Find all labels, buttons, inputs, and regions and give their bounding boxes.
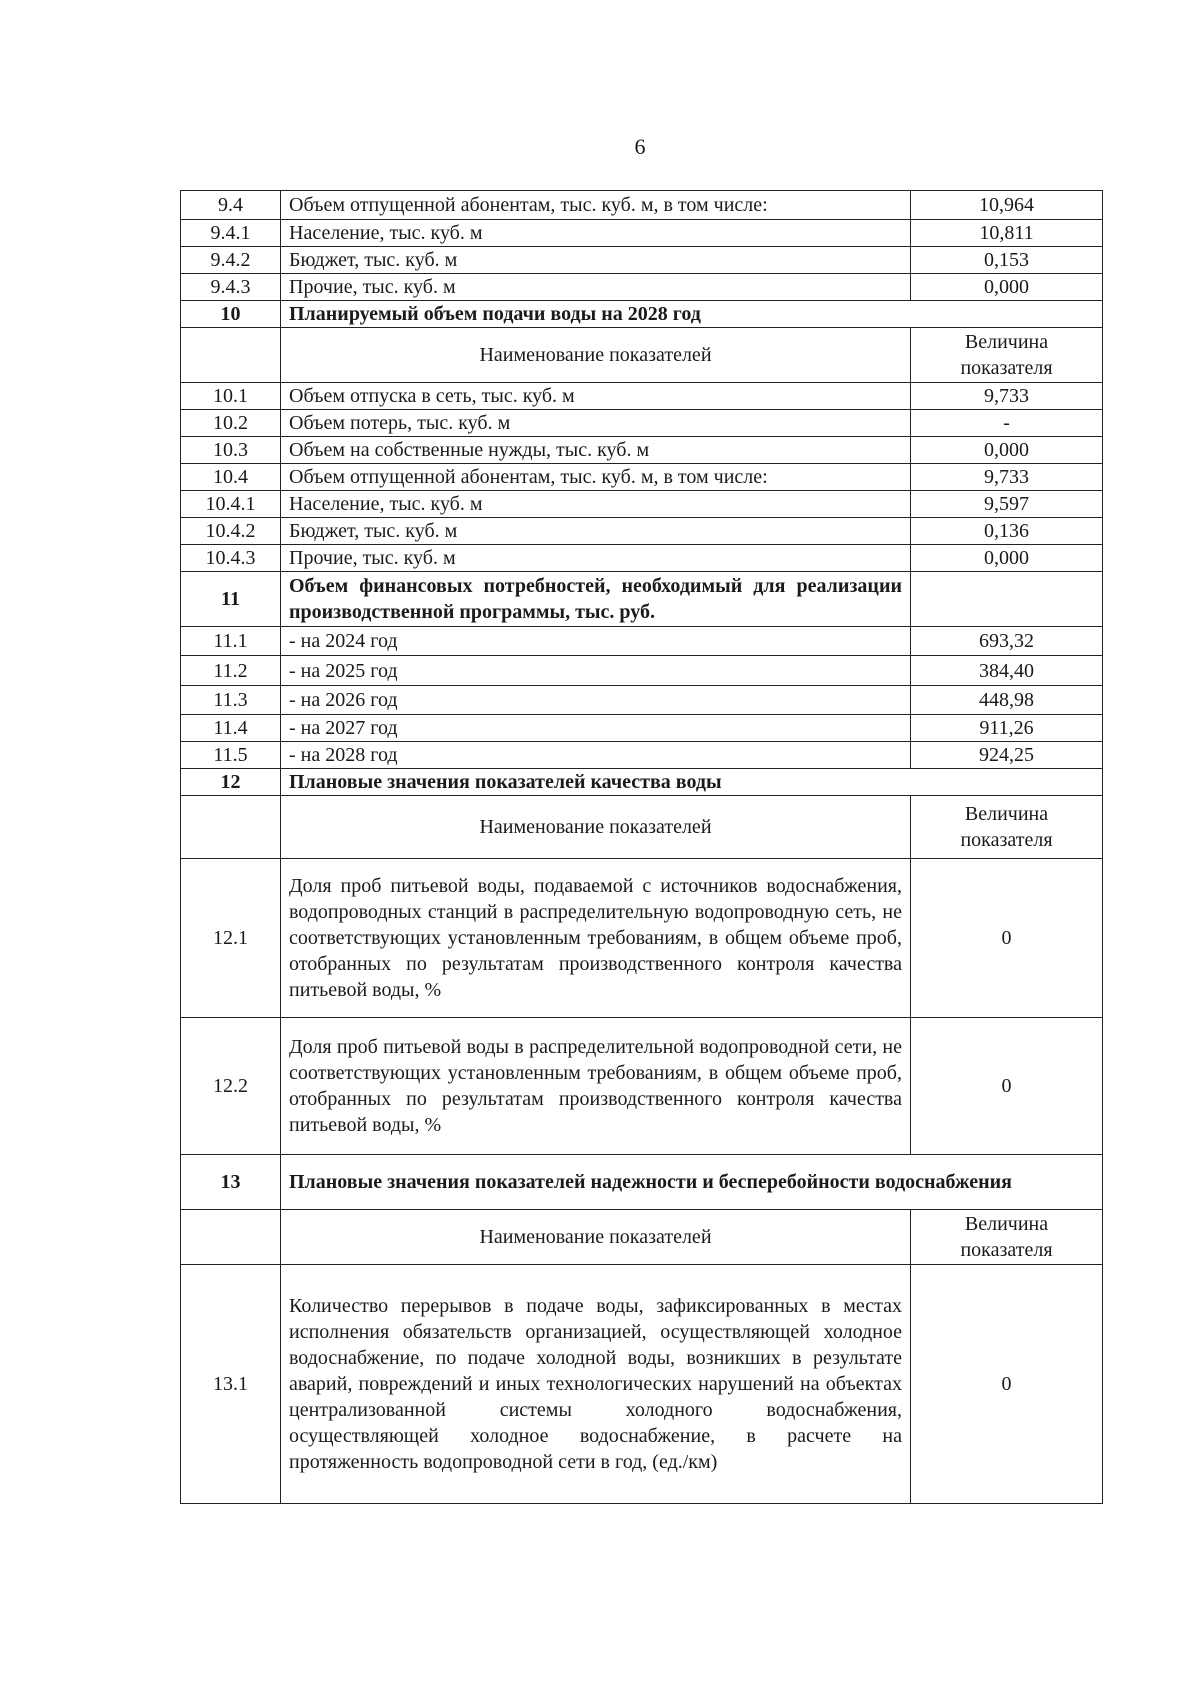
row-number: 9.4 (181, 191, 281, 220)
row-value: 9,733 (911, 383, 1103, 410)
row-number: 10.2 (181, 410, 281, 437)
table-row (181, 383, 1103, 410)
row-number: 11.4 (181, 715, 281, 742)
header-name: Наименование показателей (281, 328, 911, 383)
row-value: 10,964 (911, 191, 1103, 220)
table-row (181, 518, 1103, 545)
row-value: 911,26 (911, 715, 1103, 742)
table-row (181, 545, 1103, 572)
row-number: 13.1 (181, 1265, 281, 1504)
section-title: Объем финансовых потребностей, необходимый для реализации производственной программы, тыс. руб. (281, 572, 911, 627)
row-label: Количество перерывов в подаче воды, зафиксированных в местах исполнения обязательств организацией, осуществляющей холодное водоснабжение, по подаче холодной воды, возникших в результате аварий, повреждений и иных технологических нарушений на объектах централизованной системы холодного водоснабжения, осуществляющей холодное водоснабжение, в расчете на протяженность водопроводной сети в год, (ед./км) (281, 1265, 911, 1504)
header-blank (181, 796, 281, 859)
table-row (181, 715, 1103, 742)
header-value: Величина показателя (911, 796, 1103, 859)
row-value (911, 572, 1103, 627)
header-blank (181, 1210, 281, 1265)
section-row (181, 1155, 1103, 1210)
row-number: 10.3 (181, 437, 281, 464)
section-number: 11 (181, 572, 281, 627)
table-row (181, 742, 1103, 769)
header-row (181, 796, 1103, 859)
row-label: Прочие, тыс. куб. м (281, 545, 911, 572)
section-number: 13 (181, 1155, 281, 1210)
row-value: 0 (911, 1265, 1103, 1504)
row-value: 0,136 (911, 518, 1103, 545)
row-number: 9.4.2 (181, 247, 281, 274)
row-number: 11.3 (181, 686, 281, 715)
row-number: 10.1 (181, 383, 281, 410)
row-value: 0,000 (911, 437, 1103, 464)
row-value: 10,811 (911, 220, 1103, 247)
row-label: Доля проб питьевой воды, подаваемой с источников водоснабжения, водопроводных станций в распределительную водопроводную сеть, не соответствующих установленным требованиям, в общем объеме проб, отобранных по результатам производственного контроля качества питьевой воды, % (281, 859, 911, 1018)
row-number: 10.4 (181, 464, 281, 491)
row-value: 0,153 (911, 247, 1103, 274)
indicators-table (180, 190, 1103, 1504)
row-label: Объем отпущенной абонентам, тыс. куб. м, в том числе: (281, 191, 911, 220)
section-row (181, 301, 1103, 328)
row-label: Бюджет, тыс. куб. м (281, 247, 911, 274)
table-row (181, 247, 1103, 274)
row-label: Бюджет, тыс. куб. м (281, 518, 911, 545)
section-row (181, 572, 1103, 627)
row-value: 384,40 (911, 656, 1103, 686)
table-row (181, 410, 1103, 437)
section-title: Плановые значения показателей надежности и бесперебойности водоснабжения (281, 1155, 1103, 1210)
row-value: 9,597 (911, 491, 1103, 518)
row-label: Население, тыс. куб. м (281, 220, 911, 247)
row-label: - на 2024 год (281, 627, 911, 656)
section-row (181, 769, 1103, 796)
row-label: - на 2028 год (281, 742, 911, 769)
section-title: Планируемый объем подачи воды на 2028 год (281, 301, 1103, 328)
row-value: 0,000 (911, 545, 1103, 572)
table-row (181, 464, 1103, 491)
row-label: - на 2025 год (281, 656, 911, 686)
table-row (181, 274, 1103, 301)
section-title: Плановые значения показателей качества воды (281, 769, 1103, 796)
row-label: Объем на собственные нужды, тыс. куб. м (281, 437, 911, 464)
row-value: 0,000 (911, 274, 1103, 301)
row-label: Доля проб питьевой воды в распределительной водопроводной сети, не соответствующих установленным требованиям, в общем объеме проб, отобранных по результатам производственного контроля качества питьевой воды, % (281, 1018, 911, 1155)
header-value: Величина показателя (911, 1210, 1103, 1265)
row-label: Население, тыс. куб. м (281, 491, 911, 518)
page-number: 6 (634, 134, 646, 159)
row-label: Объем отпущенной абонентам, тыс. куб. м, в том числе: (281, 464, 911, 491)
row-number: 11.1 (181, 627, 281, 656)
row-label: - на 2027 год (281, 715, 911, 742)
table-row (181, 191, 1103, 220)
header-name: Наименование показателей (281, 1210, 911, 1265)
table-row (181, 656, 1103, 686)
section-number: 10 (181, 301, 281, 328)
table-row (181, 627, 1103, 656)
row-number: 10.4.3 (181, 545, 281, 572)
row-number: 12.1 (181, 859, 281, 1018)
table-row (181, 437, 1103, 464)
header-row (181, 1210, 1103, 1265)
row-label: Объем отпуска в сеть, тыс. куб. м (281, 383, 911, 410)
row-value: - (911, 410, 1103, 437)
row-number: 9.4.1 (181, 220, 281, 247)
row-number: 10.4.2 (181, 518, 281, 545)
table-row (181, 686, 1103, 715)
header-blank (181, 328, 281, 383)
row-number: 12.2 (181, 1018, 281, 1155)
row-label: Прочие, тыс. куб. м (281, 274, 911, 301)
header-name: Наименование показателей (281, 796, 911, 859)
header-row (181, 328, 1103, 383)
section-number: 12 (181, 769, 281, 796)
row-label: Объем потерь, тыс. куб. м (281, 410, 911, 437)
row-value: 924,25 (911, 742, 1103, 769)
table-row (181, 491, 1103, 518)
row-value: 0 (911, 1018, 1103, 1155)
row-value: 0 (911, 859, 1103, 1018)
table-row (181, 220, 1103, 247)
table-row (181, 1265, 1103, 1504)
table-row (181, 1018, 1103, 1155)
row-number: 11.2 (181, 656, 281, 686)
row-number: 11.5 (181, 742, 281, 769)
header-value: Величина показателя (911, 328, 1103, 383)
row-value: 9,733 (911, 464, 1103, 491)
table-row (181, 859, 1103, 1018)
row-number: 9.4.3 (181, 274, 281, 301)
row-number: 10.4.1 (181, 491, 281, 518)
row-label: - на 2026 год (281, 686, 911, 715)
row-value: 448,98 (911, 686, 1103, 715)
row-value: 693,32 (911, 627, 1103, 656)
